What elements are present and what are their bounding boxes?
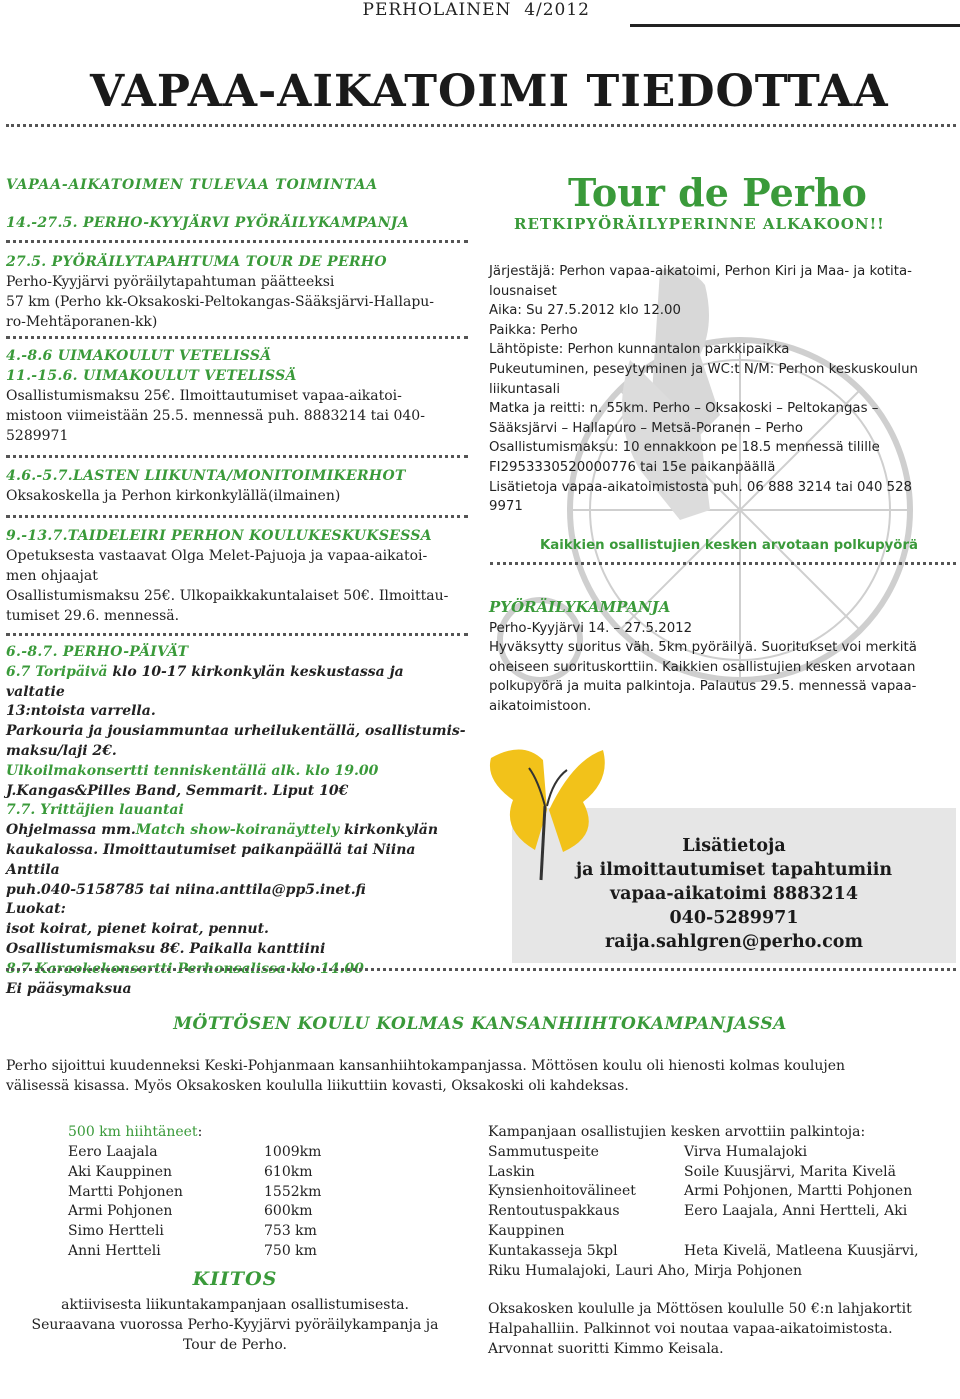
info-line: 040-5289971 [669, 908, 799, 928]
tour-title: Tour de Perho [568, 170, 867, 215]
ski-campaign-body [6, 1056, 956, 1096]
prize-continuation: Riku Humalajoki, Lauri Aho, Mirja Pohjonen [488, 1262, 803, 1279]
days-line: Osallistumismaksu 8€. Paikalla kanttiini [6, 940, 326, 957]
kids-block [6, 466, 466, 506]
days-line: Ei pääsymaksua [6, 980, 132, 997]
divider [6, 240, 468, 243]
kids-line: Oksakoskella ja Perhon kirkonkylällä(ilmainen) [6, 488, 341, 504]
days-line: maksu/laji 2€. [6, 742, 117, 759]
ski-campaign-title: MÖTTÖSEN KOULU KOLMAS KANSANHIIHTOKAMPANJASSA [173, 1014, 787, 1034]
swim-line: mistoon viimeistään 25.5. mennessä puh. 8883214 tai 040- [6, 408, 425, 424]
table-row: Anni Hertteli 750 km [68, 1242, 317, 1259]
thanks-line: Tour de Perho. [183, 1337, 287, 1353]
tour-detail-line: Osallistumismaksu: 10 ennakkoon pe 18.5 mennessä tilille [489, 440, 880, 456]
butterfly-icon [483, 740, 611, 890]
section-title: VAPAA-AIKATOIMEN TULEVAA TOIMINTAA [6, 177, 378, 193]
tour-detail-line: Sääksjärvi – Hallapuro – Metsä-Poranen – Perho [489, 420, 803, 436]
oksakoski-line: Oksakosken koululle ja Möttösen koululle 50 €:n lahjakortit [488, 1301, 912, 1318]
art-line: Osallistumismaksu 25€. Ulkopaikkakuntalaiset 50€. Ilmoittau- [6, 588, 449, 604]
divider [6, 455, 468, 458]
days-line: kaukalossa. Ilmoittautumiset paikanpäällä tai Niina Anttila [6, 841, 416, 878]
days-line: 6.7 Toripäivä klo 10-17 kirkonkylän keskustassa ja valtatie [6, 663, 404, 700]
tour-detail-line: Pukeutuminen, peseytyminen ja WC:t N/M: Perhon keskuskoulun [489, 361, 918, 377]
days-line: J.Kangas&Pilles Band, Semmarit. Liput 10€ [6, 782, 349, 799]
days-line: Ulkoilmakonsertti tenniskentällä alk. klo 19.00 [6, 762, 379, 779]
tour-line: Perho-Kyyjärvi pyöräilytapahtuman päätteeksi [6, 274, 335, 290]
prize-continuation: Kauppinen [488, 1222, 565, 1239]
table-row: Kynsienhoitovälineet Armi Pohjonen, Martti Pohjonen [488, 1183, 913, 1200]
table-row: Laskin Soile Kuusjärvi, Marita Kivelä [488, 1163, 896, 1180]
swim-line: Osallistumismaksu 25€. Ilmoittautumiset vapaa-aikatoi- [6, 388, 402, 404]
prizes-title: Kampanjaan osallistujien kesken arvottiin palkintoja: [488, 1124, 866, 1140]
info-line: vapaa-aikatoimi 8883214 [609, 884, 859, 904]
campaign-title: PYÖRÄILYKAMPANJA [489, 598, 671, 616]
tour-detail-line: 9971 [489, 499, 523, 515]
tour-detail-line: FI2953330520000776 tai 15e paikanpäällä [489, 459, 776, 475]
tour-line: ro-Mehtäporanen-kk) [6, 314, 158, 330]
days-line: Parkouria ja jousiammuntaa urheilukentällä, osallistumis- [6, 723, 466, 740]
days-line: Luokat: [6, 901, 66, 918]
publication-header [363, 0, 590, 20]
divider [6, 968, 956, 971]
skiers-table [68, 1143, 368, 1262]
publication-name: PERHOLAINEN [362, 0, 512, 20]
table-row: Armi Pohjonen 600km [68, 1203, 313, 1220]
table-row: Rentoutuspakkaus Eero Laajala, Anni Hertteli, Aki [488, 1203, 908, 1220]
divider [6, 124, 956, 127]
thanks-text [0, 1295, 470, 1355]
art-heading: 9.-13.7.TAIDELEIRI PERHON KOULUKESKUKSESSA [6, 528, 432, 544]
swim-line: 5289971 [6, 428, 69, 444]
campaign-line: Perho-Kyyjärvi 14. – 27.5.2012 [489, 620, 693, 636]
tour-block [6, 252, 466, 332]
days-line: isot koirat, pienet koirat, pennut. [6, 921, 269, 938]
campaign-heading: 14.-27.5. PERHO-KYYJÄRVI PYÖRÄILYKAMPANJA [6, 215, 409, 231]
table-row: Kuntakasseja 5kpl Heta Kivelä, Matleena Kuusjärvi, [488, 1242, 919, 1259]
days-heading: 6.-8.7. PERHO-PÄIVÄT [6, 644, 189, 660]
art-line: tumiset 29.6. mennessä. [6, 608, 180, 624]
tour-detail-line: Paikka: Perho [489, 322, 578, 338]
campaign-line: Hyväksytty suoritus väh. 5km pyöräilyä. Suoritukset voi merkitä [489, 640, 917, 656]
table-row: Martti Pohjonen 1552km [68, 1183, 322, 1200]
swim-block [6, 346, 466, 446]
header-rule [630, 24, 960, 27]
kids-heading: 4.6.-5.7.LASTEN LIIKUNTA/MONITOIMIKERHOT [6, 468, 406, 484]
tour-line: 57 km (Perho kk-Oksakoski-Peltokangas-Sääksjärvi-Hallapu- [6, 294, 435, 310]
body-line: Perho sijoittui kuudenneksi Keski-Pohjanmaan kansanhiihtokampanjassa. Möttösen koulu oli hienosti kolmas koulujen [6, 1058, 846, 1074]
divider [490, 562, 956, 565]
body-line: välisessä kisassa. Myös Oksakosken koululla liikuttiin kovasti, Oksakoski oli kahdeksas. [6, 1078, 629, 1094]
days-line: Ohjelmassa mm.Match show-koiranäyttely kirkonkylän [6, 822, 439, 839]
thanks-line: Seuraavana vuorossa Perho-Kyyjärvi pyöräilykampanja ja [31, 1317, 439, 1333]
tour-detail-line: Matka ja reitti: n. 55km. Perho – Oksakoski – Peltokangas – [489, 401, 879, 417]
info-line: Lisätietoja [682, 836, 786, 856]
art-block [6, 526, 466, 626]
tour-detail-line: lousnaiset [489, 283, 557, 299]
prizes-block [488, 1123, 953, 1360]
swim-heading: 4.-8.6 UIMAKOULUT VETELISSÄ [6, 348, 272, 364]
art-line: Opetuksesta vastaavat Olga Melet-Pajuoja ja vapaa-aikatoi- [6, 548, 428, 564]
days-line: 13:ntoista varrella. [6, 703, 156, 720]
tour-detail-line: Järjestäjä: Perhon vapaa-aikatoimi, Perhon Kiri ja Maa- ja kotita- [489, 264, 912, 279]
skiers-label: 500 km hiihtäneet: [68, 1124, 203, 1140]
swim-heading: 11.-15.6. UIMAKOULUT VETELISSÄ [6, 368, 297, 384]
divider [6, 336, 468, 339]
thanks-line: aktiivisesta liikuntakampanjaan osallistumisesta. [61, 1297, 409, 1313]
tour-subtitle: RETKIPYÖRÄILYPERINNE ALKAKOON!! [514, 215, 885, 233]
table-row: Sammutuspeite Virva Humalajoki [488, 1143, 808, 1160]
divider [6, 633, 468, 636]
campaign-line: oheiseen suorituskorttiin. Kaikkien osallistujien kesken arvotaan [489, 659, 916, 675]
campaign-line: polkupyörä ja muita palkintoja. Palautus 29.5. mennessä vapaa- [489, 679, 917, 695]
thanks-heading: KIITOS [192, 1268, 278, 1290]
issue-number: 4/2012 [524, 0, 590, 20]
art-line: men ohjaajat [6, 568, 98, 584]
divider [6, 515, 468, 518]
table-row: Simo Hertteli 753 km [68, 1223, 317, 1240]
campaign-line: aikatoimistoon. [489, 698, 592, 714]
tour-details [489, 262, 959, 517]
tour-detail-line: Lähtöpiste: Perhon kunnantalon parkkipaikka [489, 342, 790, 358]
days-line: 7.7. Yrittäjien lauantai [6, 802, 184, 819]
page-title: VAPAA-AIKATOIMI TIEDOTTAA [90, 66, 889, 117]
days-line: puh.040-5158785 tai niina.anttila@pp5.inet.fi [6, 881, 366, 898]
tour-detail-line: liikuntasali [489, 381, 561, 397]
campaign-block [489, 598, 959, 717]
tour-detail-line: Lisätietoja vapaa-aikatoimistosta puh. 06 888 3214 tai 040 528 [489, 479, 913, 495]
tour-detail-line: Aika: Su 27.5.2012 klo 12.00 [489, 303, 681, 319]
info-line: ja ilmoittautumiset tapahtumiin [575, 860, 893, 880]
oksakoski-line: Halpahalliin. Palkinnot voi noutaa vapaa-aikatoimistosta. [488, 1321, 893, 1338]
prize-note: Kaikkien osallistujien kesken arvotaan polkupyörä [540, 538, 918, 553]
oksakoski-line: Arvonnat suoritti Kimmo Keisala. [488, 1340, 724, 1357]
info-line: raija.sahlgren@perho.com [605, 932, 863, 952]
days-line: 8.7 Karaokekonsertti Perhonsalissa klo 14.00 [6, 960, 364, 977]
perho-days-block [6, 643, 466, 999]
table-row: Aki Kauppinen 610km [68, 1163, 313, 1180]
table-row: Eero Laajala 1009km [68, 1144, 322, 1160]
tour-heading: 27.5. PYÖRÄILYTAPAHTUMA TOUR DE PERHO [6, 254, 387, 270]
